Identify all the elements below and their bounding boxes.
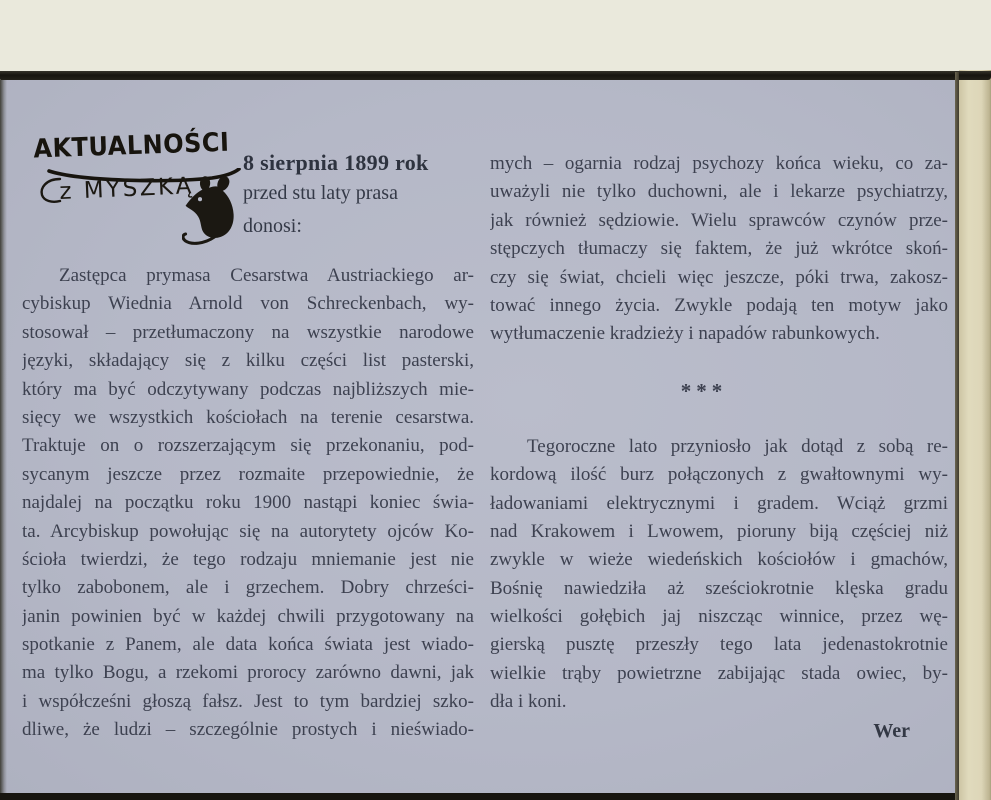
text-line: nad Krakowem i Lwowem, pioruny biją częściej niż — [490, 520, 948, 542]
top-rule-bar — [0, 71, 991, 80]
text-line: czy się świat, chcieli więc jeszcze, póki trwa, zakosz- — [490, 266, 948, 288]
text-line: uważyli nie tylko duchowni, ale i lekarze psychiatrzy, — [490, 181, 948, 203]
page-edge-line — [955, 72, 959, 800]
text-line: języki, składający się z kilku części list pasterski, — [22, 350, 474, 372]
text-line: Traktuje on o rozszerzającym się przekonaniu, pod- — [22, 435, 474, 457]
text-line: ładowaniami elektrycznymi i gradem. Wciąż grzmi — [490, 492, 948, 514]
text-line: wielkości gołębich jaj niszcząc winnice, przez wę- — [490, 606, 948, 628]
section-separator: *** — [680, 378, 728, 403]
logo-title: AKTUALNOŚCI — [32, 126, 230, 164]
dateline — [243, 150, 473, 248]
paragraph-crime-psychosis — [490, 150, 948, 349]
text-line: i współcześni głoszą fałsz. Jest to tym bardziej szko- — [22, 690, 474, 712]
column-logo — [30, 126, 245, 260]
text-line: donosi: — [243, 215, 302, 237]
logo-subtitle: z MYSZKĄ — [58, 173, 195, 205]
article-right-column — [490, 150, 948, 745]
text-line: wielkie trąby powietrzne zabijając stada owiec, by- — [490, 662, 948, 684]
text-line: sycanym jeszcze przez rozmaite przepowiednie, że — [22, 463, 474, 485]
scan-right-margin — [959, 70, 991, 800]
text-line: stosował – przetłumaczony na wszystkie narodowe — [22, 321, 474, 343]
text-line: tylko zabobonem, ale i grzechem. Dobry chrześci- — [22, 577, 474, 599]
text-line: najdalej na początku roku 1900 nastąpi koniec świa- — [22, 492, 474, 514]
text-line: dliwe, że ludzi – szczególnie prostych i nieświado- — [22, 719, 474, 741]
text-line: ma tylko Bogu, a rzekomi prorocy zarówno dawni, jak — [22, 662, 474, 684]
author-signature: Wer — [873, 719, 910, 742]
text-line: jak również sędziowie. Wielu sprawców czynów prze- — [490, 209, 948, 231]
mouse-icon — [182, 172, 236, 248]
dateline-subtitle — [243, 182, 473, 248]
scan-left-edge-shadow — [0, 80, 7, 793]
text-line: tować innego życia. Zwykle podają ten motyw jako — [490, 294, 948, 316]
text-line: cybiskup Wiednia Arnold von Schreckenbach, wy- — [22, 293, 474, 315]
text-line: zwykle w wieże wiedeńskich kościołów i gmachów, — [490, 549, 948, 571]
text-line: kordową ilość burz połączonych z gwałtownymi wy- — [490, 464, 948, 486]
text-line: janin powinien być w każdej chwili przygotowany na — [22, 605, 474, 627]
text-line: ścioła twierdzi, że tego rodzaju mniemanie jest nie — [22, 548, 474, 570]
text-line: ta. Arcybiskup powołując się na autorytety ojców Ko- — [22, 520, 474, 542]
bottom-rule-bar — [0, 793, 959, 800]
date-heading: 8 sierpnia 1899 rok — [243, 150, 429, 175]
text-line: przed stu laty prasa — [243, 182, 398, 204]
text-line: mych – ogarnia rodzaj psychozy końca wieku, co za- — [490, 153, 948, 174]
text-line: gierską pusztę przeszły tego lata jedenastokrotnie — [490, 634, 948, 656]
article-left-column — [22, 262, 474, 745]
text-line: wytłumaczenie kradzieży i napadów rabunkowych. — [490, 323, 880, 345]
text-line: który ma być odczytywany podczas najbliższych mie- — [22, 378, 474, 400]
text-line: dła i koni. — [490, 691, 567, 713]
text-line: Zastępca prymasa Cesarstwa Austriackiego ar- — [59, 265, 474, 286]
text-line: Bośnię nawiedziła aż sześciokrotnie klęska gradu — [490, 577, 948, 599]
paragraph-summer-storms — [490, 433, 948, 717]
text-line: Tegoroczne lato przyniosło jak dotąd z sobą re- — [527, 435, 948, 457]
text-line: stępczych tłumaczy się faktem, że już wkrótce skoń- — [490, 238, 948, 260]
text-line: spotkanie z Panem, ale data końca świata jest wiado- — [22, 634, 474, 656]
text-line: sięcy we wszystkich kościołach na terenie cesarstwa. — [22, 406, 474, 428]
